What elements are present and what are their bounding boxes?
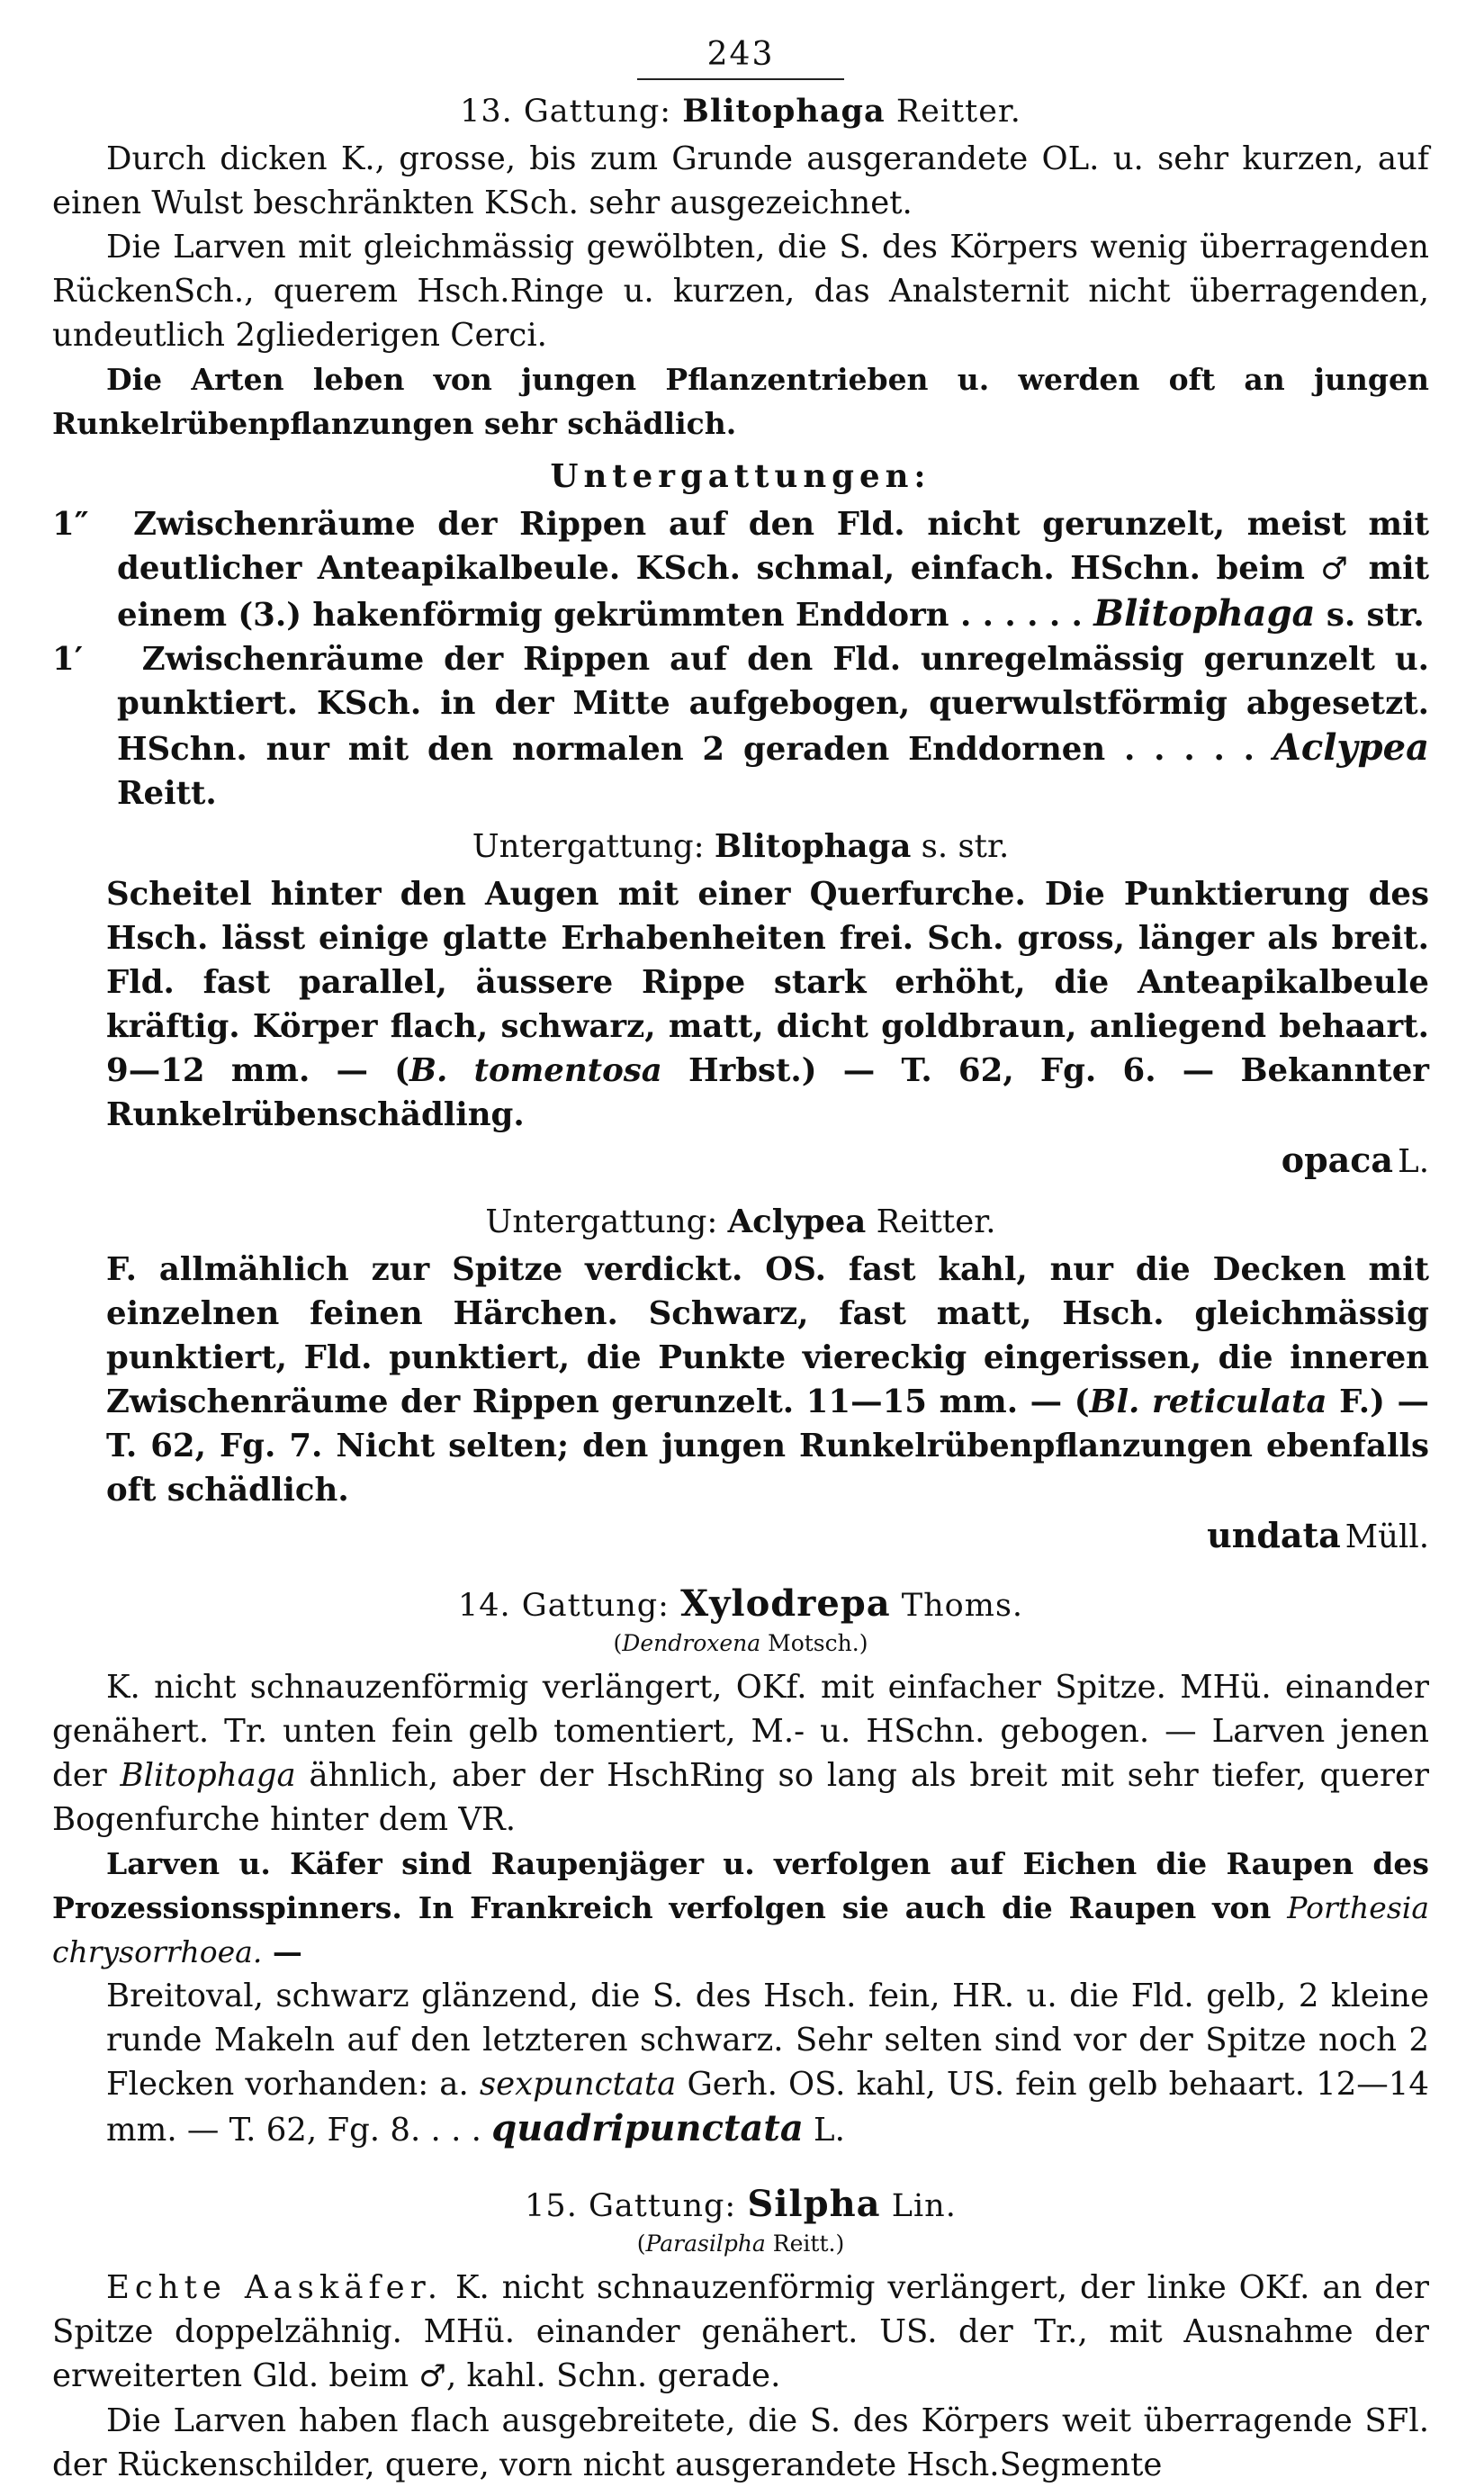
- species-undata: undata Müll.: [1207, 1515, 1429, 1555]
- key-couplet-1b: 1′ Zwischenräume der Rippen auf den Fld. unregelmässig gerunzelt u. punktiert. KSch. in der Mitte aufgebogen, querwulstförmig abgesetzt. HSchn. nur mit den normalen 2 geraden Enddornen . . . . . Aclypea Reitt.: [52, 641, 1429, 812]
- subgenus-blitophaga-text: Scheitel hinter den Augen mit einer Querfurche. Die Punktierung des Hsch. lässt einige glatte Erhabenheiten frei. Sch. gross, länger als breit. Fld. fast parallel, äussere Rippe stark erhöht, die Anteapikalbeule kräftig. Körper flach, schwarz, matt, dicht goldbraun, anliegend behaart. 9—12 mm. — (B. tomentosa Hrbst.) — T. 62, Fg. 6. — Bekannter Runkelrübenschädling.: [106, 876, 1429, 1133]
- subgenus-aclypea-heading: Untergattung: Aclypea Reitter.: [485, 1203, 996, 1240]
- male-symbol-icon: ♂: [418, 2358, 446, 2394]
- genus-15-heading: 15. Gattung: Silpha Lin.: [525, 2183, 957, 2225]
- page-number: 243: [706, 36, 775, 73]
- genus-13-biology: Die Arten leben von jungen Pflanzentrieben u. werden oft an jungen Runkelrübenpflanzungen sehr schädlich.: [52, 362, 1429, 441]
- subgenus-aclypea-text: F. allmählich zur Spitze verdickt. OS. fast kahl, nur die Decken mit einzelnen feinen Härchen. Schwarz, fast matt, Hsch. gleichmässig punktiert, Fld. punktiert, die Punkte viereckig eingerissen, die inneren Zwischenräume der Rippen gerunzelt. 11—15 mm. — (Bl. reticulata F.) — T. 62, Fg. 7. Nicht selten; den jungen Runkelrübenpflanzungen ebenfalls oft schädlich.: [106, 1251, 1429, 1509]
- genus-15-larvae: Die Larven haben flach ausgebreitete, die S. des Körpers weit überragende SFl. der Rückenschilder, quere, vorn nicht ausgerandete Hsch.Segmente: [52, 2402, 1429, 2483]
- species-opaca: opaca L.: [1281, 1140, 1429, 1180]
- genus-14-biology: Larven u. Käfer sind Raupenjäger u. verfolgen auf Eichen die Raupen des Prozessionsspinners. In Frankreich verfolgen sie auch die Raupen von Porthesia chrysorrhoea. —: [52, 1846, 1429, 1969]
- genus-14-heading: 14. Gattung: Xylodrepa Thoms.: [457, 1582, 1024, 1625]
- genus-15-description: Echte Aaskäfer. K. nicht schnauzenförmig verlängert, der linke OKf. an der Spitze doppelzähnig. MHü. einander genähert. US. der Tr., mit Ausnahme der erweiterten Gld. beim ♂, kahl. Schn. gerade.: [52, 2269, 1429, 2394]
- genus-13-heading: 13. Gattung: Blitophaga Reitter.: [460, 93, 1021, 130]
- header-rule: [637, 78, 844, 80]
- genus-13-description: Durch dicken K., grosse, bis zum Grunde ausgerandete OL. u. sehr kurzen, auf einen Wulst beschränkten KSch. sehr ausgezeichnet.: [52, 140, 1429, 221]
- genus-14-species-text: Breitoval, schwarz glänzend, die S. des Hsch. fein, HR. u. die Fld. gelb, 2 kleine runde Makeln auf den letzteren schwarz. Sehr selten sind vor der Spitze noch 2 Flecken vorhanden: a. sexpunctata Gerh. OS. kahl, US. fein gelb behaart. 12—14 mm. — T. 62, Fg. 8. . . . quadripunctata L.: [106, 1978, 1429, 2149]
- key-couplet-1a: 1″ Zwischenräume der Rippen auf den Fld. nicht gerunzelt, meist mit deutlicher Anteapikalbeule. KSch. schmal, einfach. HSchn. beim ♂ mit einem (3.) hakenförmig gekrümmten Enddorn . . . . . . Blitophaga s. str.: [52, 506, 1430, 635]
- genus-14-description: K. nicht schnauzenförmig verlängert, OKf. mit einfacher Spitze. MHü. einander genähert. Tr. unten fein gelb tomentiert, M.- u. HSchn. gebogen. — Larven jenen der Blitophaga ähnlich, aber der HschRing so lang als breit mit sehr tiefer, querer Bogenfurche hinter dem VR.: [52, 1669, 1429, 1838]
- genus-13-larvae: Die Larven mit gleichmässig gewölbten, die S. des Körpers wenig überragenden RückenSch., querem Hsch.Ringe u. kurzen, das Analsternit nicht überragenden, undeutlich 2gliederigen Cerci.: [52, 229, 1429, 354]
- genus-14-synonym: (Dendroxena Motsch.): [613, 1630, 868, 1656]
- book-page: [52, 36, 1429, 2487]
- untergattungen-heading: Untergattungen:: [550, 458, 931, 495]
- genus-15-synonym: (Parasilpha Reitt.): [636, 2230, 845, 2257]
- male-symbol-icon: ♂: [1320, 551, 1354, 587]
- subgenus-blitophaga-heading: Untergattung: Blitophaga s. str.: [472, 828, 1010, 865]
- genus-name: Blitophaga: [682, 93, 886, 130]
